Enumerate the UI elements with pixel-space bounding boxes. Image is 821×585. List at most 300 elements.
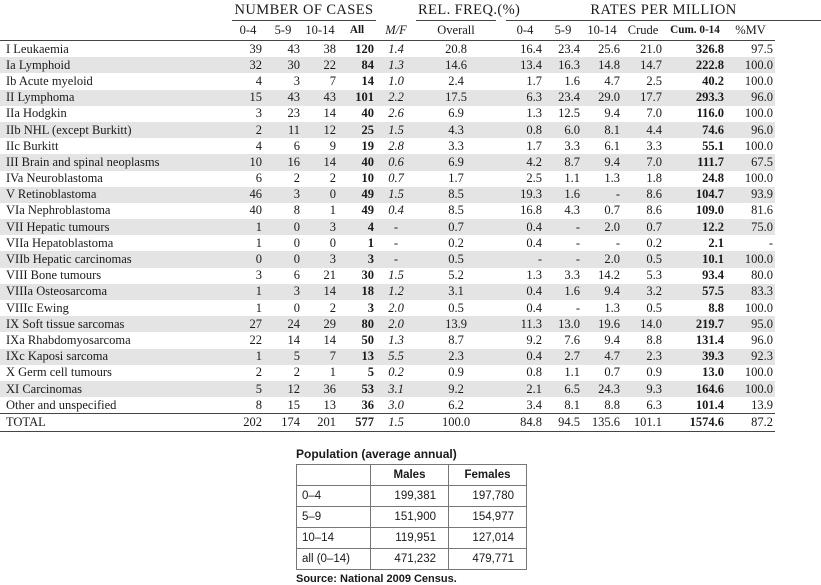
cell: 3	[293, 73, 300, 88]
cell: 0.9	[646, 365, 663, 380]
cell: 40	[361, 106, 375, 121]
cell: 10	[361, 171, 375, 186]
population-title: Population (average annual)	[296, 447, 457, 461]
cell: 3	[302, 219, 338, 235]
col-header: All	[349, 24, 365, 36]
cell: 1.3	[604, 171, 621, 186]
cell: 1	[232, 284, 264, 300]
table-row	[0, 235, 821, 251]
cell: 1	[255, 235, 262, 250]
cell: 4.4	[622, 122, 664, 138]
cell: 2	[293, 365, 300, 380]
cell: 9.2	[526, 332, 543, 347]
population-cell-label: 10–14	[297, 528, 371, 549]
table-row	[0, 268, 821, 284]
cell: 1574.6	[664, 414, 726, 431]
row-label: VIIb Hepatic carcinomas	[0, 251, 232, 267]
cell: 9.4	[582, 284, 622, 300]
cell: 17.5	[416, 90, 496, 106]
cell: 57.5	[664, 284, 726, 300]
cell: 5.2	[448, 268, 464, 283]
table-row	[0, 284, 821, 300]
cell: 5	[264, 349, 302, 365]
cell: 49	[361, 203, 375, 218]
cell: 6.1	[604, 138, 621, 153]
cell: 293.3	[664, 90, 726, 106]
cell: 3.4	[526, 397, 543, 412]
cell: 29	[302, 316, 338, 332]
cell: -	[582, 187, 622, 203]
cell: 95.0	[726, 316, 775, 332]
cell: 0.4	[506, 349, 544, 365]
cell: 1.6	[564, 73, 581, 88]
cell: 12	[264, 381, 302, 397]
cell: 7.0	[646, 106, 663, 121]
cell: 3.0	[388, 397, 404, 412]
cell: 2.0	[582, 219, 622, 235]
cell: 84.8	[506, 414, 544, 431]
cell: 3.3	[646, 138, 663, 153]
cell: 81.6	[751, 203, 774, 218]
row-label: VIa Nephroblastoma	[6, 203, 111, 218]
cell: 12	[302, 122, 338, 138]
cell: 13.0	[544, 316, 582, 332]
cell: 97.5	[726, 41, 775, 58]
cell: 18	[338, 284, 376, 300]
cell: 5.3	[646, 268, 663, 283]
cell: 30	[361, 268, 375, 283]
cell: 8.1	[582, 122, 622, 138]
cell: 24	[264, 316, 302, 332]
cell: 13.9	[416, 316, 496, 332]
cell: 577	[338, 414, 376, 431]
cell: 3.1	[376, 381, 416, 397]
cell: 2.2	[376, 90, 416, 106]
row-label: Other and unspecified	[6, 397, 117, 412]
cell: 8.8	[604, 397, 621, 412]
cell: 100.0	[726, 251, 775, 267]
table-row	[0, 203, 821, 219]
row-label: IXc Kaposi sarcoma	[0, 349, 232, 365]
cell: 164.6	[664, 381, 726, 397]
cell: 32	[232, 57, 264, 73]
cell: 84	[338, 57, 376, 73]
cell: 16.3	[544, 57, 582, 73]
table-row	[0, 332, 821, 348]
col-header: 0-4	[239, 23, 257, 37]
cell: 3.2	[622, 284, 664, 300]
cell: 21	[323, 268, 336, 283]
population-cell-males: 151,900	[371, 507, 449, 528]
cell: 8.8	[708, 300, 725, 315]
cell: 30	[264, 57, 302, 73]
row-label: IX Soft tissue sarcomas	[0, 316, 232, 332]
table-row	[0, 381, 821, 397]
cell: 40	[249, 203, 262, 218]
cell: 9.3	[622, 381, 664, 397]
population-row	[297, 486, 527, 507]
cell: 3	[255, 268, 262, 283]
cell: 4	[338, 219, 376, 235]
cell: 1	[232, 219, 264, 235]
table-row	[0, 300, 821, 316]
cell: 13.4	[506, 57, 544, 73]
population-panel	[296, 447, 527, 585]
population-cell-females: 479,771	[449, 549, 527, 570]
cell: 6.5	[544, 381, 582, 397]
cell: 4.2	[506, 154, 544, 170]
cell: 50	[361, 332, 375, 347]
cell: 15	[287, 397, 300, 412]
cell: 0	[232, 251, 264, 267]
row-label: IXa Rhabdomyosarcoma	[6, 332, 131, 347]
population-cell-females: 154,977	[449, 507, 527, 528]
cell: 1.1	[564, 171, 581, 186]
cell: 40	[338, 154, 376, 170]
cell: 0.4	[526, 300, 543, 315]
cell: 8.1	[564, 397, 581, 412]
cell: 14	[361, 73, 375, 88]
cell: -	[544, 219, 582, 235]
cell: 9.4	[604, 106, 621, 121]
cell: 2.0	[388, 300, 404, 315]
cell: 0	[264, 219, 302, 235]
cell: 0.4	[506, 284, 544, 300]
cell: 0	[302, 187, 338, 203]
cell: 116.0	[696, 106, 725, 121]
cell: 13	[338, 349, 376, 365]
cell: 0.2	[448, 235, 464, 250]
cell: 87.2	[726, 414, 775, 431]
cell: 1	[255, 300, 262, 315]
cell: 6.9	[416, 154, 496, 170]
cell: 101.4	[695, 397, 725, 412]
cell: 8	[293, 203, 300, 218]
cell: 9	[329, 138, 336, 153]
cell: -	[768, 235, 774, 250]
table-row	[0, 57, 821, 73]
cell: 19.3	[506, 187, 544, 203]
cell: 3	[338, 251, 376, 267]
cell: 11.3	[506, 316, 544, 332]
cell: 16	[264, 154, 302, 170]
cell: 14	[323, 332, 336, 347]
cell: 1	[232, 349, 264, 365]
cell: 4.3	[564, 203, 581, 218]
cell: 201	[302, 414, 338, 431]
cell: 1.6	[544, 187, 582, 203]
cell: 13	[323, 397, 336, 412]
cell: 14.8	[582, 57, 622, 73]
cell: 1.3	[388, 332, 404, 347]
table-row	[0, 138, 821, 154]
table-row	[0, 171, 821, 187]
cell: 1.7	[448, 171, 464, 186]
cell: 1.5	[388, 268, 404, 283]
cell: 14	[302, 284, 338, 300]
cell: 14.0	[622, 316, 664, 332]
cell: 2.6	[388, 106, 404, 121]
cell: 23.4	[544, 90, 582, 106]
cell: 49	[338, 187, 376, 203]
cell: 1.7	[526, 138, 543, 153]
table-row	[0, 219, 821, 235]
cell: 0.5	[448, 300, 464, 315]
cell: 5	[232, 381, 264, 397]
cell: 14.7	[622, 57, 664, 73]
cell: 202	[232, 414, 264, 431]
cell: 219.7	[664, 316, 726, 332]
cell: 9.2	[416, 381, 496, 397]
cell: 12.5	[558, 106, 581, 121]
col-header: %MV	[735, 23, 766, 37]
table-row	[0, 187, 821, 203]
cell: 14	[287, 332, 300, 347]
row-label: V Retinoblastoma	[0, 187, 232, 203]
cell: 100.0	[744, 106, 774, 121]
cell: 46	[232, 187, 264, 203]
cell: 22	[249, 332, 262, 347]
cell: 0.6	[376, 154, 416, 170]
cell: 4.7	[582, 349, 622, 365]
rel-freq-group-heading: REL. FREQ.(%)	[416, 0, 496, 21]
cell: 0	[329, 235, 336, 250]
cell: 38	[302, 41, 338, 58]
cell: 16.8	[520, 203, 543, 218]
cell: 13.0	[702, 365, 725, 380]
cell: 94.5	[544, 414, 582, 431]
cell: 3	[264, 284, 302, 300]
cell: 3	[264, 187, 302, 203]
cell: 0.5	[646, 300, 663, 315]
cell: -	[376, 251, 416, 267]
cell: 100.0	[726, 57, 775, 73]
row-label: VII Hepatic tumours	[0, 219, 232, 235]
cell: 100.0	[726, 381, 775, 397]
row-label: XI Carcinomas	[0, 381, 232, 397]
cell: 1.3	[526, 268, 543, 283]
cell: 22	[302, 57, 338, 73]
cell: 0.2	[646, 235, 663, 250]
cell: -	[376, 219, 416, 235]
cell: 40.2	[702, 73, 725, 88]
cell: 0.5	[416, 251, 496, 267]
population-row	[297, 549, 527, 570]
cell: 2	[329, 300, 336, 315]
cell: 1.3	[376, 57, 416, 73]
cell: -	[575, 235, 581, 250]
cell: 1	[367, 235, 375, 250]
cell: 101	[338, 90, 376, 106]
col-header: Overall	[437, 23, 475, 37]
table-row	[0, 365, 821, 381]
cell: 10	[232, 154, 264, 170]
cell: 4	[255, 73, 262, 88]
population-cell-males: 119,951	[371, 528, 449, 549]
cell: 2.4	[448, 73, 464, 88]
cell: 7	[302, 349, 338, 365]
cell: 6.2	[448, 397, 464, 412]
rates-group-heading: RATES PER MILLION	[506, 0, 821, 21]
cell: 74.6	[664, 122, 726, 138]
col-header: 5-9	[274, 23, 292, 37]
cell: 24.8	[702, 171, 725, 186]
cell: 96.0	[751, 332, 774, 347]
population-cell-label: 5–9	[297, 507, 371, 528]
cell: 29.0	[582, 90, 622, 106]
table-row	[0, 41, 821, 58]
cell: 4.7	[604, 73, 621, 88]
row-label: IIa Hodgkin	[6, 106, 67, 121]
cell: 17.7	[622, 90, 664, 106]
cell: 9.4	[582, 154, 622, 170]
cell: 6	[255, 171, 262, 186]
cell: 222.8	[664, 57, 726, 73]
table-row	[0, 73, 821, 89]
cell: 2.1	[506, 381, 544, 397]
cell: 2.3	[416, 349, 496, 365]
cell: 8.5	[416, 187, 496, 203]
cell: 8.7	[544, 154, 582, 170]
cell: 8	[255, 397, 262, 412]
cell: 0.8	[506, 122, 544, 138]
population-row	[297, 528, 527, 549]
cell: 19	[361, 138, 375, 153]
cell: 93.4	[702, 268, 725, 283]
cell: 100.0	[744, 138, 774, 153]
col-header: 10-14	[305, 23, 335, 37]
cell: 92.3	[726, 349, 775, 365]
population-cell-label: 0–4	[297, 486, 371, 507]
cell: 27	[232, 316, 264, 332]
cell: 8.8	[646, 332, 663, 347]
cell: 8.6	[646, 203, 663, 218]
cell: 326.8	[664, 41, 726, 58]
cell: 1.5	[376, 414, 416, 431]
col-header: 5-9	[554, 23, 572, 37]
total-row	[0, 414, 821, 431]
cell: -	[506, 251, 544, 267]
row-label: Ia Lymphoid	[0, 57, 232, 73]
cell: 43	[264, 41, 302, 58]
cell: 2.5	[526, 171, 543, 186]
row-label: VIII Bone tumours	[6, 268, 102, 283]
cell: 100.0	[744, 300, 774, 315]
cell: 39	[232, 41, 264, 58]
cell: 5.5	[376, 349, 416, 365]
cell: 2.0	[376, 316, 416, 332]
cell: 6.3	[646, 397, 663, 412]
cell: 3.3	[448, 138, 464, 153]
cell: 0.4	[388, 203, 404, 218]
cell: 7.6	[564, 332, 581, 347]
table-row	[0, 316, 821, 332]
cell: 80.0	[751, 268, 774, 283]
cell: 1.7	[526, 73, 543, 88]
cell: 100.0	[744, 171, 774, 186]
cell: 2.0	[582, 251, 622, 267]
cell: 0.7	[622, 219, 664, 235]
cell: 0.9	[448, 365, 464, 380]
cell: -	[615, 235, 621, 250]
cell: 1.1	[564, 365, 581, 380]
cell: 12.2	[664, 219, 726, 235]
population-cell-label: all (0–14)	[297, 549, 371, 570]
cell: 0.7	[604, 365, 621, 380]
cell: 174	[264, 414, 302, 431]
cell: 83.3	[726, 284, 775, 300]
cell: 6.0	[544, 122, 582, 138]
table-row	[0, 122, 821, 138]
row-label: VIIIc Ewing	[6, 300, 69, 315]
cell: 2.7	[544, 349, 582, 365]
cases-group-heading: NUMBER OF CASES	[232, 0, 376, 21]
cell: 3	[255, 106, 262, 121]
cell: 14	[323, 106, 336, 121]
cell: 1.4	[376, 41, 416, 58]
cell: -	[544, 251, 582, 267]
cell: 1.0	[388, 73, 404, 88]
cell: 1.3	[526, 106, 543, 121]
cell: 3.1	[416, 284, 496, 300]
col-header: Cum. 0-14	[670, 24, 720, 36]
cell: 1.8	[646, 171, 663, 186]
cell: 1	[329, 365, 336, 380]
cell: 0	[293, 235, 300, 250]
cell: 6	[293, 268, 300, 283]
cell: 43	[302, 90, 338, 106]
cell: 100.0	[416, 414, 496, 431]
cell: 0.8	[526, 365, 543, 380]
cell: 1.2	[376, 284, 416, 300]
population-cell-females: 197,780	[449, 486, 527, 507]
cell: 2.1	[708, 235, 725, 250]
cell: 96.0	[726, 90, 775, 106]
population-table	[296, 464, 527, 570]
cell: 10.1	[664, 251, 726, 267]
table-row	[0, 154, 821, 170]
cell: 80	[338, 316, 376, 332]
cell: 8.6	[622, 187, 664, 203]
cell: 3	[367, 300, 375, 315]
cell: 101.1	[622, 414, 664, 431]
row-label: TOTAL	[0, 414, 232, 431]
cell: 7.0	[622, 154, 664, 170]
cell: 75.0	[726, 219, 775, 235]
cell: 120	[338, 41, 376, 58]
cell: 11	[264, 122, 302, 138]
cell: 0	[264, 251, 302, 267]
cell: 8.5	[448, 203, 464, 218]
cell: 4	[255, 138, 262, 153]
cell: 0.4	[526, 235, 543, 250]
cell: 3	[302, 251, 338, 267]
row-label: IVa Neuroblastoma	[6, 171, 103, 186]
cell: 2	[232, 122, 264, 138]
col-header: 0-4	[516, 23, 534, 37]
col-header: 10-14	[587, 23, 617, 37]
cell: 131.4	[695, 332, 725, 347]
cell: 100.0	[744, 365, 774, 380]
cell: 14.6	[416, 57, 496, 73]
cell: 135.6	[582, 414, 622, 431]
cell: 36	[302, 381, 338, 397]
table-row	[0, 349, 821, 365]
population-cell-females: 127,014	[449, 528, 527, 549]
cell: 25	[338, 122, 376, 138]
row-label: IIb NHL (except Burkitt)	[0, 122, 232, 138]
population-cell-males: 471,232	[371, 549, 449, 570]
